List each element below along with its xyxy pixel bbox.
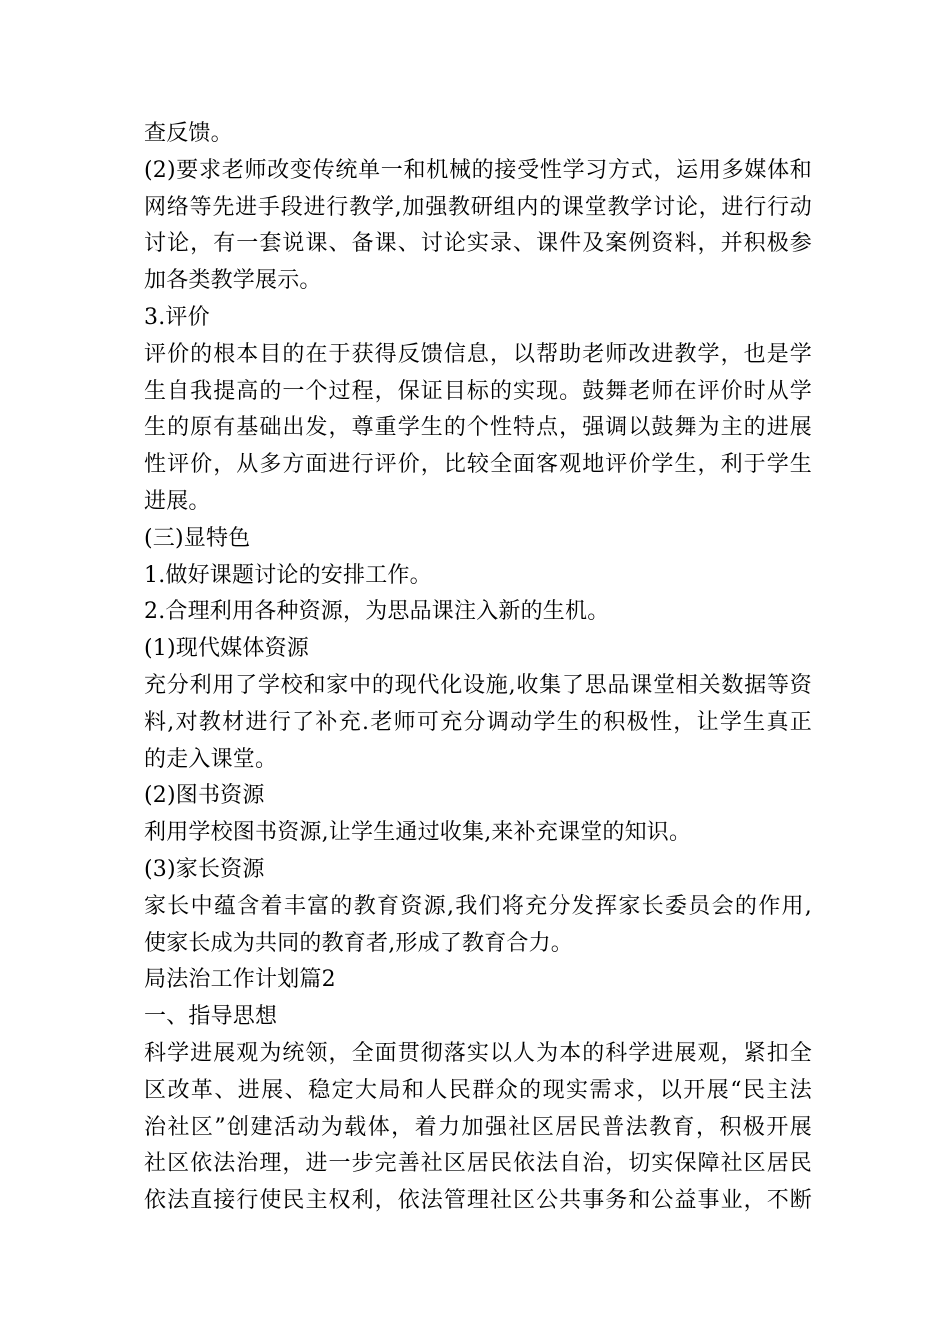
text-line: 料,对教材进行了补充.老师可充分调动学生的积极性，让学生真正 xyxy=(144,709,812,735)
text-line: (2)要求老师改变传统单一和机械的接受性学习方式，运用多媒体和 xyxy=(144,157,812,183)
text-line: 家长中蕴含着丰富的教育资源,我们将充分发挥家长委员会的作用, xyxy=(144,893,812,919)
text-line: (3)家长资源 xyxy=(144,856,265,882)
text-line: 生自我提高的一个过程，保证目标的实现。鼓舞老师在评价时从学 xyxy=(144,378,812,404)
text-line: 网络等先进手段进行教学,加强教研组内的课堂教学讨论，进行行动 xyxy=(144,194,812,220)
text-line: 的走入课堂。 xyxy=(144,746,278,772)
text-line: 性评价，从多方面进行评价，比较全面客观地评价学生，利于学生 xyxy=(144,452,812,478)
text-line: 1.做好课题讨论的安排工作。 xyxy=(144,562,432,588)
text-line: 讨论，有一套说课、备课、讨论实录、课件及案例资料，并积极参 xyxy=(144,231,812,257)
text-line: 3.评价 xyxy=(144,304,210,330)
text-line: 区改革、进展、稳定大局和人民群众的现实需求，以开展“民主法 xyxy=(144,1077,812,1103)
text-line: 进展。 xyxy=(144,488,211,514)
text-line: 治社区”创建活动为载体，着力加强社区居民普法教育，积极开展 xyxy=(144,1114,812,1140)
text-line: 局法治工作计划篇2 xyxy=(144,967,336,993)
document-body xyxy=(144,116,812,1220)
text-line: 查反馈。 xyxy=(144,121,233,146)
text-line: 充分利用了学校和家中的现代化设施,收集了思品课堂相关数据等资 xyxy=(144,672,812,698)
text-line: (三)显特色 xyxy=(144,525,251,551)
text-line: 一、指导思想 xyxy=(144,1004,278,1030)
text-line: 社区依法治理，进一步完善社区居民依法自治，切实保障社区居民 xyxy=(144,1151,812,1177)
text-line: 加各类教学展示。 xyxy=(144,268,322,294)
text-line: 利用学校图书资源,让学生通过收集,来补充课堂的知识。 xyxy=(144,820,692,846)
text-line: 评价的根本目的在于获得反馈信息，以帮助老师改进教学，也是学 xyxy=(144,341,812,367)
text-line: (1)现代媒体资源 xyxy=(144,636,309,662)
text-line: 2.合理利用各种资源，为思品课注入新的生机。 xyxy=(144,599,610,625)
text-line: 生的原有基础出发，尊重学生的个性特点，强调以鼓舞为主的进展 xyxy=(144,415,812,441)
text-line: (2)图书资源 xyxy=(144,783,265,809)
text-line: 依法直接行使民主权利，依法管理社区公共事务和公益事业，不断 xyxy=(144,1188,812,1214)
text-line: 使家长成为共同的教育者,形成了教育合力。 xyxy=(144,930,573,956)
text-line: 科学进展观为统领，全面贯彻落实以人为本的科学进展观，紧扣全 xyxy=(144,1040,812,1066)
